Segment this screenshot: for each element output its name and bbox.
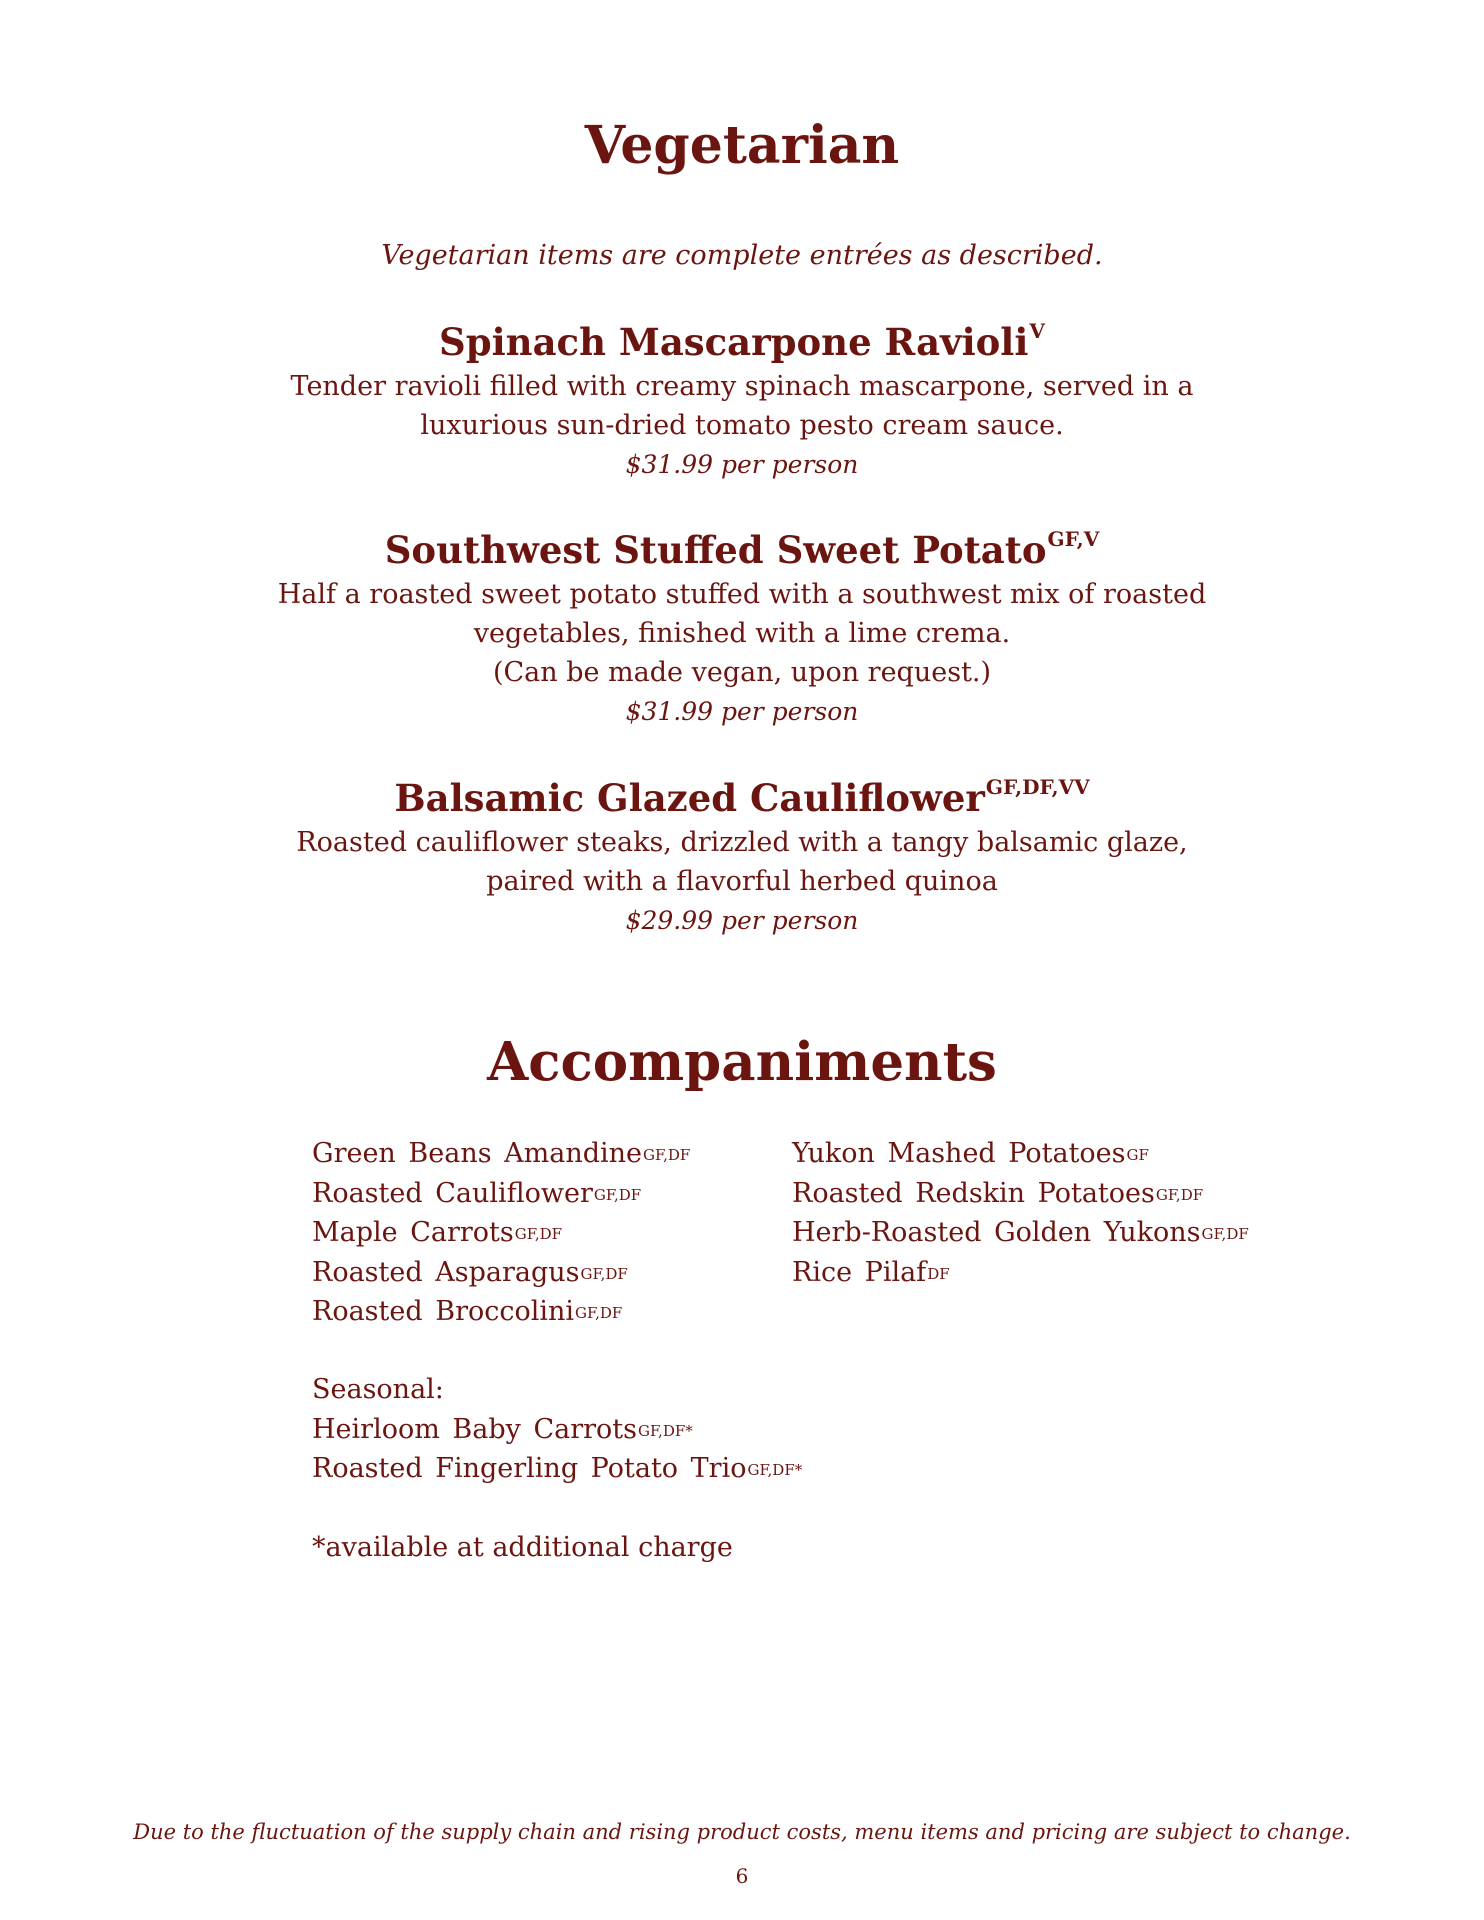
accompaniments-heading-wrap (0, 1031, 1484, 1093)
description-line: luxurious sun-dried tomato pesto cream sauce. (420, 409, 1064, 441)
dietary-tags: GF,DF (575, 1304, 623, 1322)
vegetarian-intro: Vegetarian items are complete entrées as described. (381, 240, 1103, 271)
list-item (312, 1213, 690, 1253)
item-description (0, 823, 1484, 901)
menu-item-cauliflower (0, 775, 1484, 940)
description-line: Half a roasted sweet potato stuffed with a southwest mix of roasted (277, 578, 1207, 610)
item-name (0, 775, 1484, 820)
dietary-tags: GF (1126, 1146, 1149, 1164)
item-description (0, 575, 1484, 692)
item-price: $31.99 per person (625, 696, 859, 726)
list-item-name: Rice Pilaf (792, 1256, 927, 1288)
list-item-name: Maple Carrots (312, 1217, 514, 1248)
menu-item-ravioli (0, 319, 1484, 484)
list-item-name: Roasted Broccolini (312, 1296, 575, 1327)
list-item (792, 1174, 1249, 1214)
description-line: (Can be made vegan, upon request.) (492, 656, 992, 688)
description-line: paired with a flavorful herbed quinoa (486, 865, 998, 897)
vegetarian-heading-wrap (0, 115, 1484, 176)
list-item-name: Herb-Roasted Golden Yukons (792, 1217, 1201, 1248)
item-name-text: Spinach Mascarpone Ravioli (439, 320, 1029, 364)
item-name-text: Balsamic Glazed Cauliflower (394, 776, 985, 820)
list-item-name: Heirloom Baby Carrots (312, 1413, 637, 1445)
item-name (0, 527, 1484, 572)
list-item-name: Roasted Asparagus (312, 1256, 580, 1288)
list-item (312, 1292, 690, 1332)
additional-charge-note: *available at additional charge (312, 1532, 733, 1563)
description-line: Tender ravioli filled with creamy spinach mascarpone, served in a (290, 370, 1194, 402)
dietary-tags: GF,DF* (638, 1421, 693, 1440)
description-line: Roasted cauliflower steaks, drizzled with a tangy balsamic glaze, (296, 826, 1188, 858)
dietary-tags: GF,DF (593, 1185, 642, 1204)
accompaniments-left-column (312, 1134, 690, 1332)
dietary-tags: GF,DF (643, 1146, 691, 1164)
list-item-name: Roasted Redskin Potatoes (792, 1177, 1155, 1209)
item-price: $31.99 per person (625, 449, 859, 479)
list-item (312, 1174, 690, 1214)
dietary-tags: GF,V (1047, 527, 1100, 551)
list-item-name: Yukon Mashed Potatoes (792, 1138, 1126, 1169)
menu-item-sweet-potato (0, 527, 1484, 731)
list-item-name: Roasted Cauliflower (312, 1177, 593, 1209)
dietary-tags: GF,DF (1201, 1225, 1249, 1243)
list-item (312, 1253, 690, 1293)
item-price: $29.99 per person (625, 905, 859, 935)
dietary-tags: GF,DF* (747, 1461, 803, 1479)
vegetarian-title: Vegetarian (584, 115, 900, 176)
page-number: 6 (735, 1864, 749, 1888)
dietary-tags: V (1029, 319, 1045, 343)
dietary-tags: GF,DF (1155, 1185, 1204, 1204)
seasonal-list (312, 1370, 802, 1489)
item-name-text: Southwest Stuffed Sweet Potato (384, 528, 1047, 572)
list-item (312, 1449, 802, 1489)
seasonal-label: Seasonal: (312, 1374, 444, 1405)
accompaniments-right-column (792, 1134, 1249, 1292)
list-item (792, 1134, 1249, 1174)
description-line: vegetables, finished with a lime crema. (473, 617, 1011, 649)
dietary-tags: GF,DF (580, 1264, 628, 1283)
dietary-tags: GF,DF,VV (985, 775, 1090, 799)
item-description (0, 367, 1484, 445)
dietary-tags: GF,DF (514, 1225, 563, 1243)
list-item (792, 1213, 1249, 1253)
list-item (792, 1253, 1249, 1293)
dietary-tags: DF (927, 1264, 950, 1283)
list-item-name: Roasted Fingerling Potato Trio (312, 1453, 747, 1484)
item-name (0, 319, 1484, 364)
list-item (312, 1134, 690, 1174)
footer-disclaimer: Due to the fluctuation of the supply chain and rising product costs, menu items and pricing are subject to change. (133, 1820, 1351, 1844)
accompaniments-title: Accompaniments (487, 1031, 997, 1093)
list-item-name: Green Beans Amandine (312, 1138, 643, 1169)
list-item (312, 1410, 802, 1450)
